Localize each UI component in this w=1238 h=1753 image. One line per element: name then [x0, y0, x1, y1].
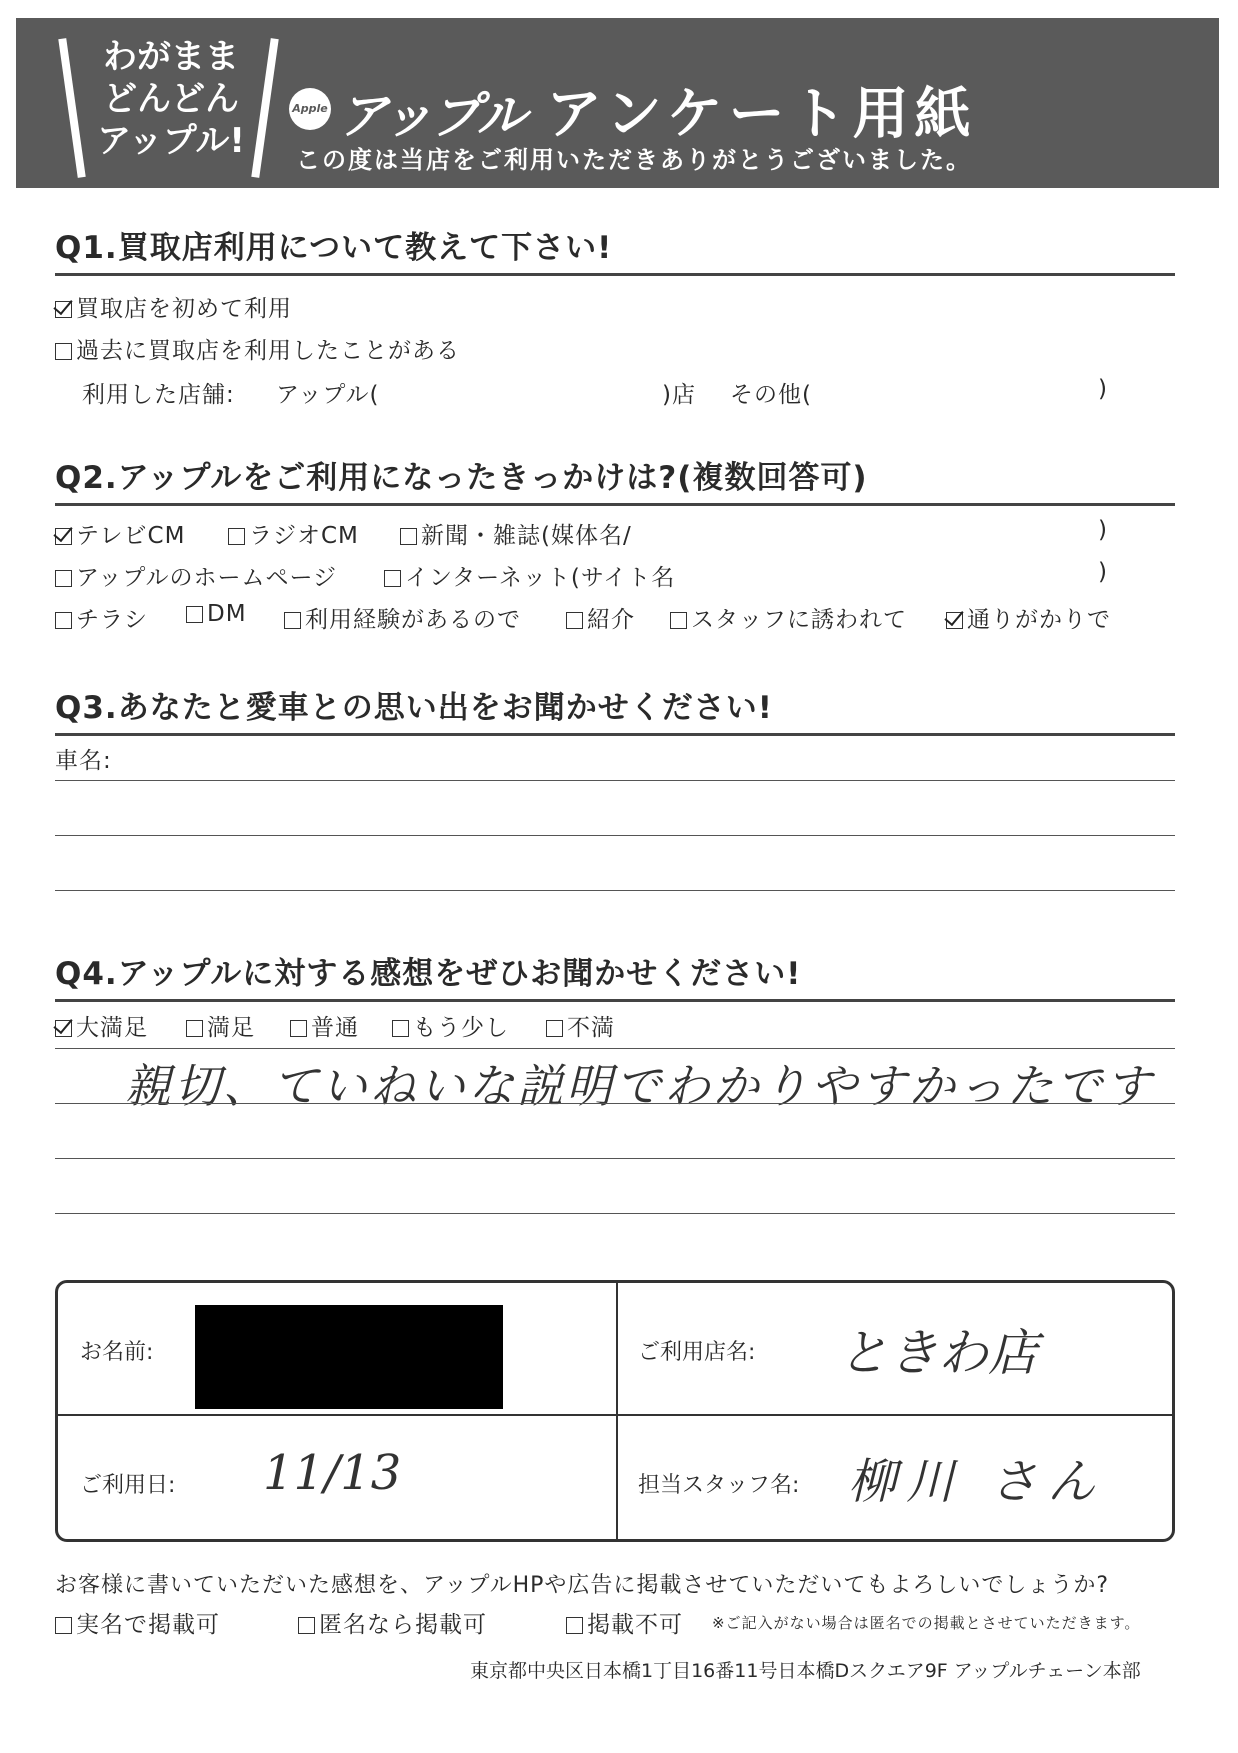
staff-name-label: 担当スタッフ名:: [638, 1473, 800, 1498]
option-label: 掲載不可: [587, 1612, 683, 1638]
consent-option-real-name[interactable]: [55, 1606, 220, 1639]
option-label: DM: [207, 601, 247, 627]
date-value[interactable]: 11/13: [263, 1445, 402, 1501]
checkbox[interactable]: [566, 612, 583, 629]
q2-option-passing-by[interactable]: [946, 601, 1111, 634]
option-label: 利用経験があるので: [305, 607, 521, 633]
option-label: テレビCM: [76, 523, 186, 549]
q2-heading: Q2.アップルをご利用になったきっかけは?(複数回答可): [55, 452, 1175, 506]
q4-option-dissatisfied[interactable]: [546, 1009, 615, 1042]
consent-question: お客様に書いていただいた感想を、アップルHPや広告に掲載させていただいてもよろしいでしょうか?: [55, 1573, 1110, 1598]
checkbox[interactable]: [186, 606, 203, 623]
answer-line[interactable]: [55, 835, 1175, 836]
option-label: 不満: [567, 1015, 615, 1041]
option-label: 通りがかりで: [967, 607, 1111, 633]
checkbox-checked[interactable]: [55, 1020, 72, 1037]
checkbox[interactable]: [298, 1617, 315, 1634]
checkbox[interactable]: [290, 1020, 307, 1037]
q2-option-radio[interactable]: [228, 517, 359, 550]
q2-row1-close: ): [1098, 517, 1108, 543]
q2-option-homepage[interactable]: [55, 559, 337, 592]
option-label: 新聞・雑誌(媒体名/: [421, 523, 632, 549]
option-label: もう少し: [413, 1015, 509, 1041]
option-label: スタッフに誘われて: [691, 607, 907, 633]
form-title: アンケート用紙: [546, 82, 977, 147]
slogan-line: どんどん: [103, 79, 239, 119]
store-line-suffix: )店: [662, 382, 696, 408]
staff-name-value[interactable]: 柳川 さん: [848, 1454, 1106, 1510]
checkbox[interactable]: [546, 1020, 563, 1037]
q3-heading: Q3.あなたと愛車との思い出をお聞かせください!: [55, 682, 1175, 736]
name-label: お名前:: [80, 1340, 154, 1365]
checkbox[interactable]: [228, 528, 245, 545]
checkbox-checked[interactable]: [55, 301, 72, 318]
table-divider-horizontal: [58, 1414, 1172, 1416]
checkbox[interactable]: [384, 570, 401, 587]
option-label: 紹介: [587, 607, 635, 633]
consent-option-anonymous[interactable]: [298, 1606, 487, 1639]
store-name-value[interactable]: ときわ店: [838, 1324, 1038, 1382]
checkbox-checked[interactable]: [946, 612, 963, 629]
q2-option-tv[interactable]: [55, 517, 185, 550]
checkbox[interactable]: [284, 612, 301, 629]
redacted-name: [195, 1305, 503, 1409]
q2-option-staff[interactable]: [670, 601, 907, 634]
q1-option-first-time[interactable]: [55, 290, 292, 323]
checkbox-checked[interactable]: [55, 528, 72, 545]
checkbox[interactable]: [55, 612, 72, 629]
date-label: ご利用日:: [80, 1473, 176, 1498]
checkbox[interactable]: [670, 612, 687, 629]
apple-logo-icon: Apple: [289, 88, 331, 130]
store-name-label: ご利用店名:: [638, 1340, 756, 1365]
customer-info-table: [55, 1280, 1175, 1542]
answer-line[interactable]: [55, 1158, 1175, 1159]
option-label: 買取店を初めて利用: [76, 296, 292, 322]
answer-line[interactable]: [55, 1213, 1175, 1214]
q2-option-flyer[interactable]: [55, 601, 148, 634]
consent-note: ※ご記入がない場合は匿名での掲載とさせていただきます。: [712, 1614, 1141, 1632]
checkbox[interactable]: [55, 1617, 72, 1634]
answer-line: [55, 1048, 1175, 1049]
slogan-slash-left: [58, 38, 85, 178]
answer-line[interactable]: [55, 780, 1175, 781]
q4-option-very-satisfied[interactable]: [55, 1009, 148, 1042]
form-header: [16, 18, 1219, 188]
q2-option-experience[interactable]: [284, 601, 521, 634]
option-label: 実名で掲載可: [76, 1612, 220, 1638]
checkbox[interactable]: [55, 570, 72, 587]
slogan-line: アップル!: [97, 121, 245, 161]
q2-row2-close: ): [1098, 559, 1108, 585]
option-label: 過去に買取店を利用したことがある: [76, 338, 460, 364]
option-label: インターネット(サイト名: [405, 565, 676, 591]
q4-option-not-quite[interactable]: [392, 1009, 509, 1042]
option-label: ラジオCM: [249, 523, 359, 549]
answer-line[interactable]: [55, 890, 1175, 891]
option-label: アップルのホームページ: [76, 565, 338, 591]
q1-option-used-before[interactable]: [55, 332, 460, 365]
checkbox[interactable]: [55, 343, 72, 360]
q1-heading: Q1.買取店利用について教えて下さい!: [55, 222, 1175, 276]
q4-option-normal[interactable]: [290, 1009, 359, 1042]
brand-logo-text: アップル: [338, 87, 525, 145]
store-line-prefix: 利用した店舗:: [82, 382, 235, 408]
company-address: 東京都中央区日本橋1丁目16番11号日本橋Dスクエア9F アップルチェーン本部: [470, 1660, 1141, 1682]
option-label: 満足: [207, 1015, 255, 1041]
handwritten-comment: 親切、ていねいな説明でわかりやすかったです: [125, 1059, 1154, 1113]
q2-option-internet[interactable]: [384, 559, 675, 592]
consent-option-no-publish[interactable]: [566, 1606, 683, 1639]
checkbox[interactable]: [566, 1617, 583, 1634]
car-name-label: 車名:: [55, 748, 112, 774]
q4-heading: Q4.アップルに対する感想をぜひお聞かせください!: [55, 948, 1175, 1002]
q2-option-referral[interactable]: [566, 601, 635, 634]
answer-line[interactable]: [55, 1103, 1175, 1104]
option-label: 大満足: [76, 1015, 148, 1041]
table-divider-vertical: [616, 1283, 618, 1539]
store-line-other: その他(: [730, 382, 812, 408]
store-line-apple: アップル(: [276, 382, 380, 408]
slogan: [86, 36, 256, 162]
q4-option-satisfied[interactable]: [186, 1009, 255, 1042]
option-label: 普通: [311, 1015, 359, 1041]
q2-option-newspaper[interactable]: [400, 517, 632, 550]
option-label: 匿名なら掲載可: [319, 1612, 487, 1638]
slogan-line: わがまま: [103, 37, 239, 77]
form-subtitle: この度は当店をご利用いただきありがとうございました。: [296, 146, 972, 174]
checkbox[interactable]: [400, 528, 417, 545]
q2-option-dm[interactable]: [186, 601, 247, 627]
store-line-close: ): [1098, 376, 1108, 402]
checkbox[interactable]: [186, 1020, 203, 1037]
checkbox[interactable]: [392, 1020, 409, 1037]
option-label: チラシ: [76, 607, 148, 633]
